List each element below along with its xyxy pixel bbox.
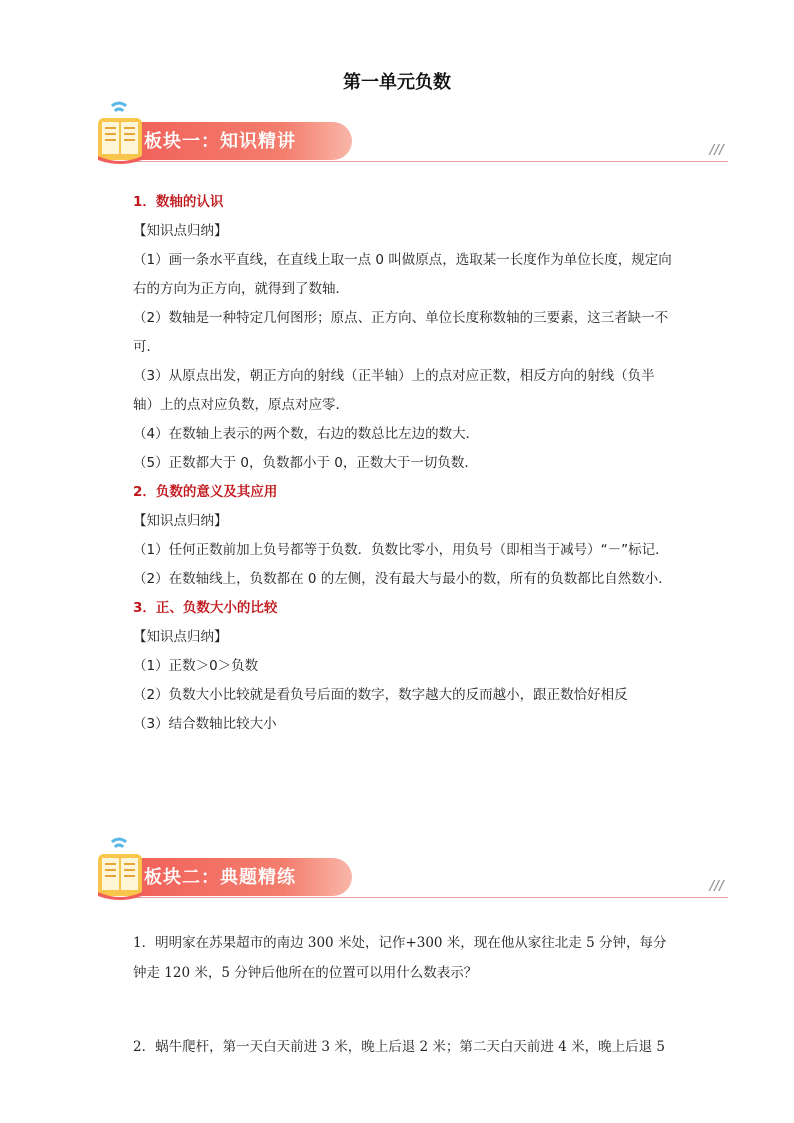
knowledge-tag: 【知识点归纳】: [133, 513, 228, 529]
decorative-slashes: ///: [709, 879, 724, 894]
knowledge-point: （1）正数＞0＞负数: [133, 658, 259, 674]
knowledge-point: （4）在数轴上表示的两个数，右边的数总比左边的数大．: [133, 426, 480, 442]
section-label: 板块一：知识精讲: [144, 131, 296, 152]
decorative-slashes: ///: [709, 143, 724, 158]
knowledge-point: （3）结合数轴比较大小: [133, 716, 277, 732]
topic-heading: 1．数轴的认识: [133, 194, 224, 210]
banner-divider: [122, 161, 728, 162]
knowledge-point: （2）在数轴线上，负数都在 0 的左侧，没有最大与最小的数，所有的负数都比自然数小．: [133, 571, 672, 587]
practice-content: [133, 928, 673, 1062]
knowledge-point: （1）任何正数前加上负号都等于负数．负数比零小，用负号（即相当于减号）“－”标记．: [133, 542, 669, 558]
question-item: 1．明明家在苏果超市的南边 300 米处，记作+300 米，现在他从家往北走 5 分钟，每分钟走 120 米，5 分钟后他所在的位置可以用什么数表示？: [133, 935, 667, 981]
knowledge-tag: 【知识点归纳】: [133, 223, 228, 239]
knowledge-point: （2）数轴是一种特定几何图形；原点、正方向、单位长度称数轴的三要素，这三者缺一不可．: [133, 310, 669, 355]
topic-heading: 3．正、负数大小的比较: [133, 600, 278, 616]
knowledge-tag: 【知识点归纳】: [133, 629, 228, 645]
knowledge-point: （5）正数都大于 0，负数都小于 0，正数大于一切负数．: [133, 455, 478, 471]
banner-divider: [122, 897, 728, 898]
knowledge-content: [133, 188, 673, 739]
topic-heading: 2．负数的意义及其应用: [133, 484, 278, 500]
section-banner-knowledge: [92, 100, 728, 168]
document-title: 第一单元负数: [343, 72, 451, 93]
question-item: 2．蜗牛爬杆，第一天白天前进 3 米，晚上后退 2 米；第二天白天前进 4 米，晚上后退 5: [133, 1039, 665, 1055]
knowledge-point: （3）从原点出发，朝正方向的射线（正半轴）上的点对应正数，相反方向的射线（负半轴）上的点对应负数，原点对应零．: [133, 368, 655, 413]
open-book-icon: [92, 100, 148, 166]
section-banner-practice: [92, 836, 728, 904]
knowledge-point: （1）画一条水平直线，在直线上取一点 0 叫做原点，选取某一长度作为单位长度，规定向右的方向为正方向，就得到了数轴．: [133, 252, 672, 297]
section-label: 板块二：典题精练: [144, 867, 296, 888]
open-book-icon: [92, 836, 148, 902]
knowledge-point: （2）负数大小比较就是看负号后面的数字，数字越大的反而越小，跟正数恰好相反: [133, 687, 628, 703]
